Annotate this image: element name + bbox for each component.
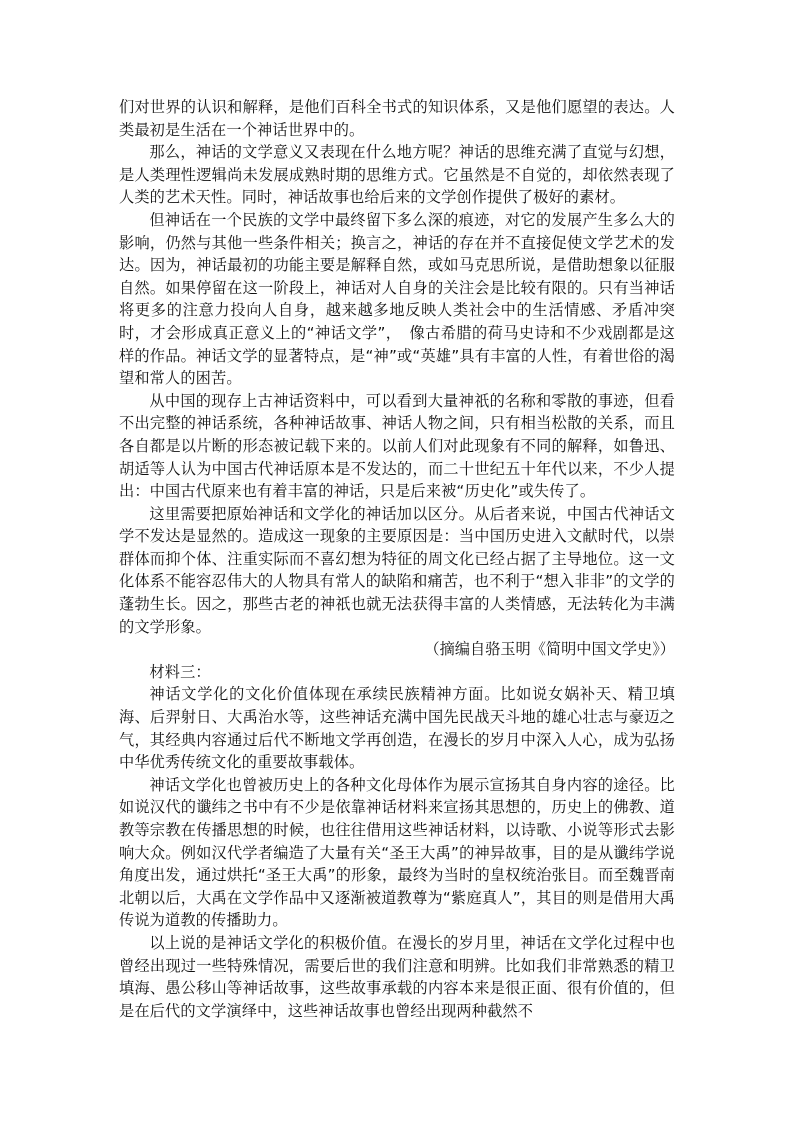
paragraph-literary-meaning: 那么，神话的文学意义又表现在什么地方呢？神话的思维充满了直觉与幻想，是人类理性逻辑尚未发展成熟时期的思维方式。它虽然是不自觉的，却依然表现了人类的艺术天性。同时，神话故事也给后来的文学创作提供了极好的素材。: [119, 143, 675, 207]
document-page: [119, 96, 675, 1022]
paragraph-cultural-carrier: 神话文学化也曾被历史上的各种文化母体作为展示宣扬其自身内容的途径。比如说汉代的谶纬之书中有不少是依靠神话材料来宣扬其思想的，历史上的佛教、道教等宗教在传播思想的时候，也往往借用这些神话材料，以诗歌、小说等形式去影响大众。例如汉代学者编造了大量有关“圣王大禹”的神异故事，目的是从谶纬学说角度出发，通过烘托“圣王大禹”的形象，最终为当时的皇权统治张目。而至魏晋南北朝以后，大禹在文学作品中又逐渐被道教尊为“紫庭真人”，其目的则是借用大禹传说为道教的传播助力。: [119, 775, 675, 930]
material-three-heading: 材料三：: [149, 662, 211, 681]
source-citation: （摘编自骆玉明《简明中国文学史》）: [424, 640, 675, 659]
paragraph-myth-trace: 但神话在一个民族的文学中最终留下多么深的痕迹，对它的发展产生多么大的影响，仍然与其他一些条件相关；换言之，神话的存在并不直接促使文学艺术的发达。因为，神话最初的功能主要是解释自然，或如马克思所说，是借助想象以征服自然。如果停留在这一阶段上，神话对人自身的关注会是比较有限的。只有当神话将更多的注意力投向人自身，越来越多地反映人类社会中的生活情感、矛盾冲突时，才会形成真正意义上的“神话文学”， 像古希腊的荷马史诗和不少戏剧都是这样的作品。神话文学的显著特点，是“神”或“英雄”具有丰富的人性，有着世俗的渴望和常人的困苦。: [119, 210, 675, 388]
paragraph-positive-value: 以上说的是神话文学化的积极价值。在漫长的岁月里，神话在文学化过程中也曾经出现过一些特殊情况，需要后世的我们注意和明辨。比如我们非常熟悉的精卫填海、愚公移山等神话故事，这些故事承载的内容本来是很正面、很有价值的，但是在后代的文学演绎中，这些神话故事也曾经出现两种截然不: [119, 933, 675, 1020]
paragraph-chinese-myth: 从中国的现存上古神话资料中，可以看到大量神祇的名称和零散的事迹，但看不出完整的神话系统，各种神话故事、神话人物之间，只有相当松散的关系，而且各自都是以片断的形态被记载下来的。以前人们对此现象有不同的解释，如鲁迅、胡适等人认为中国古代神话原本是不发达的，而二十世纪五十年代以来，不少人提出：中国古代原来也有着丰富的神话，只是后来被“历史化”或失传了。: [119, 391, 675, 501]
paragraph-continued: 们对世界的认识和解释，是他们百科全书式的知识体系，又是他们愿望的表达。人类最初是生活在一个神话世界中的。: [119, 98, 675, 139]
paragraph-cultural-value: 神话文学化的文化价值体现在承续民族精神方面。比如说女娲补天、精卫填海、后羿射日、大禹治水等，这些神话充满中国先民战天斗地的雄心壮志与豪迈之气，其经典内容通过后代不断地文学再创造，在漫长的岁月中深入人心，成为弘扬中华优秀传统文化的重要故事载体。: [119, 685, 675, 772]
paragraph-distinction: 这里需要把原始神话和文学化的神话加以区分。从后者来说，中国古代神话文学不发达是显然的。造成这一现象的主要原因是：当中国历史进入文献时代，以崇群体而抑个体、注重实际而不喜幻想为特征的周文化已经占据了主导地位。这一文化体系不能容忍伟大的人物具有常人的缺陷和痛苦，也不利于“想入非非”的文学的蓬勃生长。因之，那些古老的神祇也就无法获得丰富的人类情感，无法转化为丰满的文学形象。: [119, 504, 675, 636]
